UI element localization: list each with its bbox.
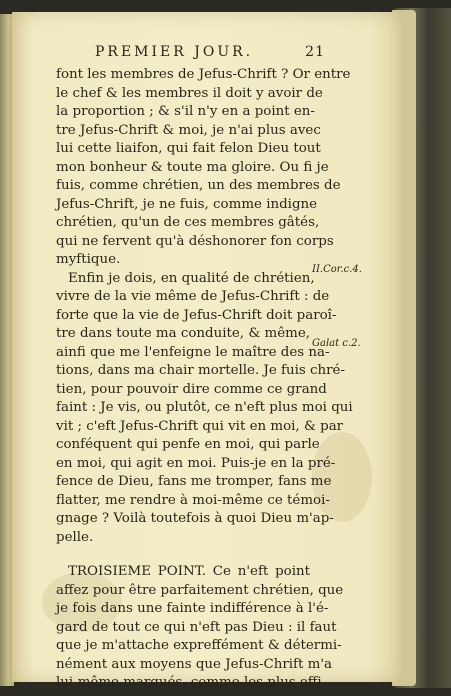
text-line: Jefus-Chrift, je ne fuis, comme indigne [56,196,318,212]
text-line: Enfin je dois, en qualité de chrétien, [68,270,315,286]
text-line: en moi, qui agit en moi. Puis-je en la pré- [56,455,336,471]
margin-note: II.Cor.c.4. [312,264,362,275]
text-line: flatter, me rendre à moi-même ce témoi- [56,492,330,508]
text-line: pelle. [56,529,94,545]
text-line: la proportion ; & s'il n'y en a point en- [56,104,315,119]
margin-note: Galat c.2. [312,338,361,349]
text-line: tien, pour pouvoir dire comme ce grand [56,381,327,397]
paragraph-3 [56,563,344,693]
text-line: lui-même marqués, comme les plus effi- [56,675,327,690]
text-line: que je m'attache expreffément & détermi- [56,638,342,653]
text-line: je fois dans une fainte indifférence à l'é- [56,601,329,616]
text-line: forte que la vie de Jefus-Chrift doit paroî- [56,307,337,323]
paragraph-1 [56,66,351,270]
text-line: myftique. [56,252,121,267]
text-line: gnage ? Voilà toutefois à quoi Dieu m'ap- [56,511,334,526]
text-line: mon bonheur & toute ma gloire. Ou fi je [56,159,329,175]
text-line: gard de tout ce qui n'eft pas Dieu : il faut [56,619,337,635]
text-line: faint : Je vis, ou plutôt, ce n'eft plus moi qui [56,400,353,415]
text-line: qui ne fervent qu'à déshonorer fon corps [56,233,334,249]
text-line: vivre de la vie même de Jefus-Chrift : de [56,289,330,304]
text-line: lui cette liaifon, qui fait felon Dieu tout [56,141,321,156]
page-number: 21 [305,44,325,60]
section-gap [56,547,310,563]
running-title: PREMIER JOUR. [95,44,254,60]
text-line: tre dans toute ma conduite, & même, [56,326,310,341]
text-line: le chef & les membres il doit y avoir de [56,85,323,101]
text-line: conféquent qui penfe en moi, qui parle [56,437,320,452]
text-line: tions, dans ma chair mortelle. Je fuis chré- [56,363,346,378]
text-line: affez pour être parfaitement chrétien, que [56,582,344,598]
text-line: TROISIEME POINT. Ce n'eft point [68,564,310,579]
text-line: nément aux moyens que Jefus-Chrift m'a [56,656,333,672]
running-header [95,44,325,60]
text-line: fuis, comme chrétien, un des membres de [56,178,341,193]
text-line: fence de Dieu, fans me tromper, fans me [56,474,332,489]
text-line: ainfi que me l'enfeigne le maître des na- [56,344,330,360]
text-line: chrétien, qu'un de ces membres gâtés, [56,215,320,230]
text-line: vit ; c'eft Jefus-Chrift qui vit en moi, & par [56,418,344,434]
text-line: font les membres de Jefus-Chrift ? Or entre [56,67,351,82]
text-line: tre Jefus-Chrift & moi, je n'ai plus avec [56,122,321,138]
